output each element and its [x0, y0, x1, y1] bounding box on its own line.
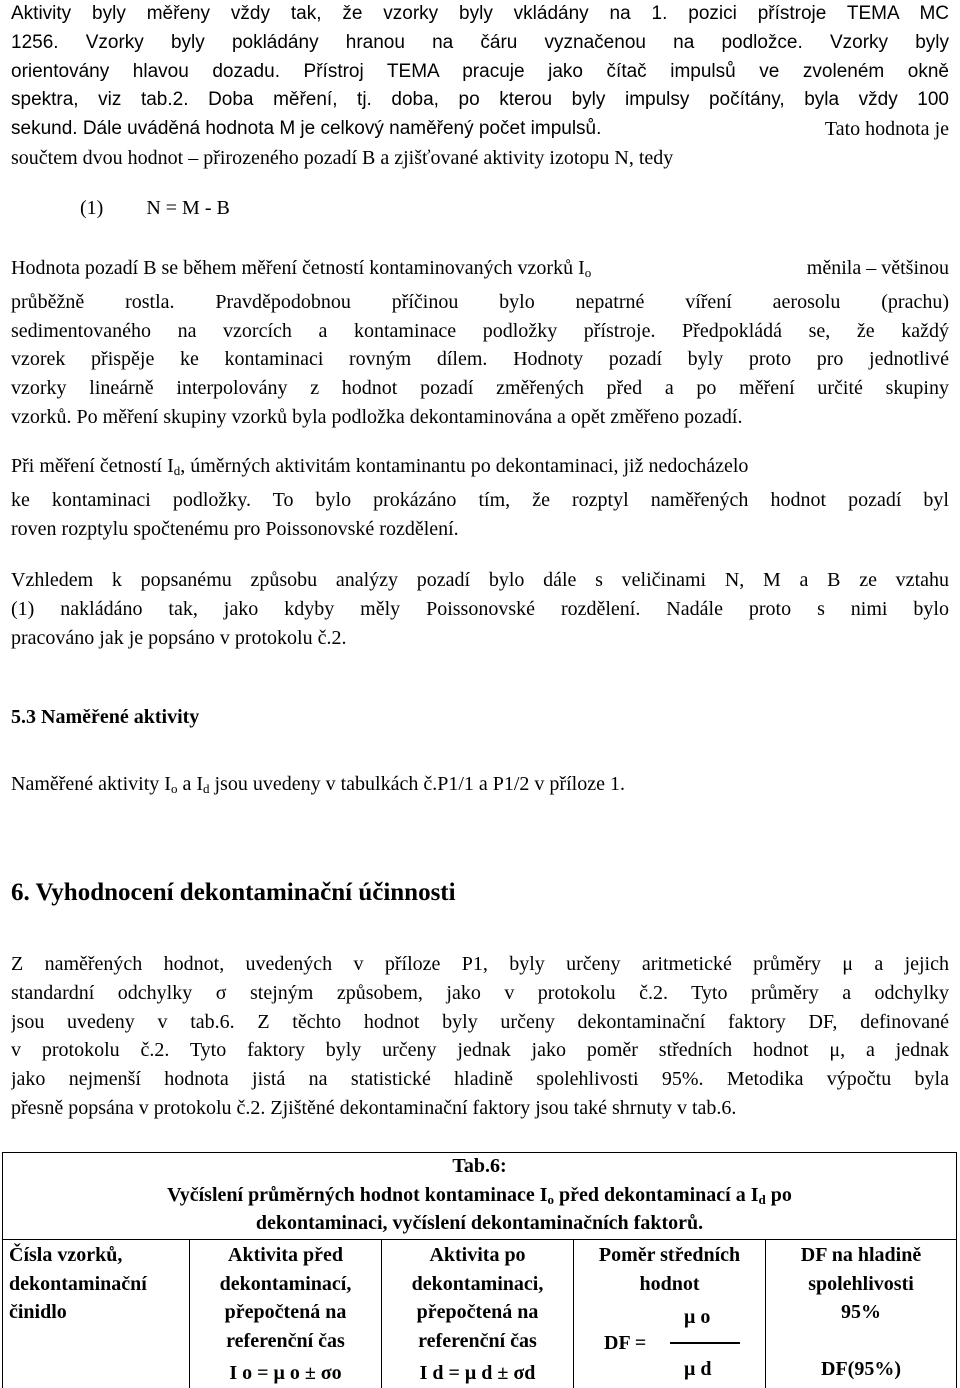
equation [80, 197, 230, 220]
header-line: referenční čas [418, 1329, 537, 1352]
text-line [11, 452, 949, 486]
header-line: hodnot [639, 1272, 700, 1295]
text-line: v protokolu č.2. Tyto faktory byly určeny jednak jako poměr středních hodnot μ, a jednak [11, 1039, 949, 1062]
text-fragment: Vyčíslení průměrných hodnot kontaminace I [167, 1184, 548, 1206]
header-line: činidlo [9, 1301, 67, 1323]
subscript: d [758, 1192, 766, 1207]
text-line: jako nejmenší hodnota jistá na statistické hladině spolehlivosti 95%. Metodika výpočtu byla [11, 1068, 949, 1091]
background-paragraph [11, 254, 949, 432]
text-line: spektra, viz tab.2. Doba měření, tj. doba, po kterou byly impulsy počítány, byla vždy 100 [11, 89, 949, 111]
subscript: d [173, 463, 181, 478]
text-line: jsou uvedeny v tab.6. Z těchto hodnot byly určeny dekontaminační faktory DF, definované [11, 1010, 949, 1033]
table-header-activity-before [190, 1241, 381, 1388]
text-fragment: před dekontaminací a I [554, 1184, 759, 1206]
table-header-ratio [574, 1241, 765, 1387]
section-heading-5-3: 5.3 Naměřené aktivity [11, 706, 200, 728]
intro-paragraph [11, 0, 949, 173]
table-caption-line-2: dekontaminaci, vyčíslení dekontaminačních faktorů. [255, 1212, 704, 1234]
text-fragment: Naměřené aktivity I [11, 773, 171, 795]
text-line: vzorek přispěje ke kontaminaci rovným dílem. Hodnoty pozadí byly proto pro jednotlivé [11, 348, 949, 371]
text-line: Vzhledem k popsanému způsobu analýzy pozadí bylo dále s veličinami N, M a B ze vztahu [11, 569, 949, 591]
table-caption-line-1 [3, 1184, 956, 1208]
header-line: spolehlivosti [808, 1272, 914, 1295]
table-header-divider [3, 1239, 956, 1240]
text-line: součtem dvou hodnot – přirozeného pozadí B a zjišťované aktivity izotopu N, tedy [11, 146, 674, 169]
text-line-part [11, 254, 591, 288]
text-fragment: a I [177, 773, 203, 795]
fraction-denominator: μ d [684, 1358, 712, 1380]
text-fragment: po [765, 1184, 792, 1206]
measured-activities-text [11, 770, 949, 804]
text-line: 1256. Vzorky byly pokládány hranou na čáru vyznačenou na podložce. Vzorky byly [11, 31, 949, 53]
subscript: o [584, 265, 592, 280]
subscript: o [547, 1192, 555, 1207]
fraction-lhs: DF = [604, 1332, 647, 1354]
table-title: Tab.6: [452, 1155, 507, 1177]
text-line: přesně popsána v protokolu č.2. Zjištěné dekontaminační faktory jsou také shrnuty v tab.6. [11, 1096, 737, 1119]
text-fragment: Při měření četností I [11, 455, 174, 477]
subscript: d [202, 781, 210, 796]
equation-number: (1) [80, 197, 104, 219]
header-line: dekontaminační [9, 1272, 147, 1295]
text-line: Aktivity byly měřeny vždy tak, že vzorky byly vkládány na 1. pozici přístroje TEMA MC [11, 3, 949, 24]
table-header-activity-after [382, 1241, 573, 1388]
evaluation-paragraph [11, 950, 949, 1123]
text-line: orientovány hlavou dozadu. Přístroj TEMA pracuje jako čítač impulsů ve zvoleném okně [11, 60, 949, 82]
header-line: referenční čas [226, 1329, 345, 1352]
header-line: dekontaminací, [219, 1272, 352, 1295]
text-line-part: měnila – většinou [806, 257, 949, 279]
formula-df95: DF(95%) [821, 1358, 901, 1380]
text-line: sedimentovaného na vzorcích a kontaminace podložky přístroje. Předpokládá se, že každý [11, 319, 949, 342]
text-line: Z naměřených hodnot, uvedených v příloze P1, byly určeny aritmetické průměry μ a jejich [11, 953, 949, 975]
header-line: přepočtená na [416, 1301, 539, 1323]
header-line: Poměr středních [598, 1244, 741, 1266]
text-line: standardní odchylky σ stejným způsobem, jako v protokolu č.2. Tyto průměry a odchylky [11, 981, 949, 1004]
table-6 [2, 1152, 957, 1388]
fraction-numerator: μ o [684, 1306, 711, 1328]
table-header-df95 [766, 1241, 956, 1387]
fraction-bar [670, 1342, 740, 1344]
text-line: roven rozptylu spočtenému pro Poissonovské rozdělení. [11, 517, 459, 540]
formula-io: I o = μ o ± σo [229, 1362, 342, 1384]
text-line [11, 115, 949, 144]
header-line: přepočtená na [224, 1301, 347, 1323]
header-line: DF na hladině [800, 1244, 922, 1266]
text-line: vzorky lineárně interpolovány z hodnot pozadí změřených před a po měření určité skupiny [11, 377, 949, 400]
text-line: pracováno jak je popsáno v protokolu č.2. [11, 626, 347, 649]
text-line: vzorků. Po měření skupiny vzorků byla podložka dekontaminována a opět změřeno pozadí. [11, 405, 743, 428]
text-line-part: Tato hodnota je [824, 118, 949, 141]
header-line: dekontaminaci, [411, 1272, 544, 1295]
header-line: 95% [841, 1301, 881, 1323]
text-fragment: , úměrných aktivitám kontaminantu po dekontaminaci, již nedocházelo [180, 455, 749, 477]
header-line: Aktivita před [228, 1244, 343, 1266]
text-fragment: jsou uvedeny v tabulkách č.P1/1 a P1/2 v příloze 1. [209, 773, 625, 795]
section-heading-6: 6. Vyhodnocení dekontaminační účinnosti [11, 879, 456, 906]
poisson-paragraph [11, 566, 949, 652]
text-line-part: sekund. Dále uváděná hodnota M je celkový naměřený počet impulsů. [11, 118, 602, 140]
header-line: Aktivita po [429, 1244, 526, 1266]
subscript: o [170, 781, 178, 796]
table-header-samples [9, 1241, 187, 1327]
equation-expression: N = M - B [146, 197, 230, 219]
text-line: (1) nakládáno tak, jako kdyby měly Poissonovské rozdělení. Nadále proto s nimi bylo [11, 597, 949, 620]
text-line: průběžně rostla. Pravděpodobnou příčinou bylo nepatrné víření aerosolu (prachu) [11, 290, 949, 313]
text-fragment: Hodnota pozadí B se během měření četností kontaminovaných vzorků I [11, 257, 585, 279]
header-line: Čísla vzorků, [9, 1244, 123, 1266]
decontamination-paragraph [11, 452, 949, 543]
text-line [11, 254, 949, 288]
text-line [11, 770, 949, 804]
text-line: ke kontaminaci podložky. To bylo prokázáno tím, že rozptyl naměřených hodnot pozadí byl [11, 488, 949, 511]
formula-id: I d = μ d ± σd [419, 1362, 536, 1384]
